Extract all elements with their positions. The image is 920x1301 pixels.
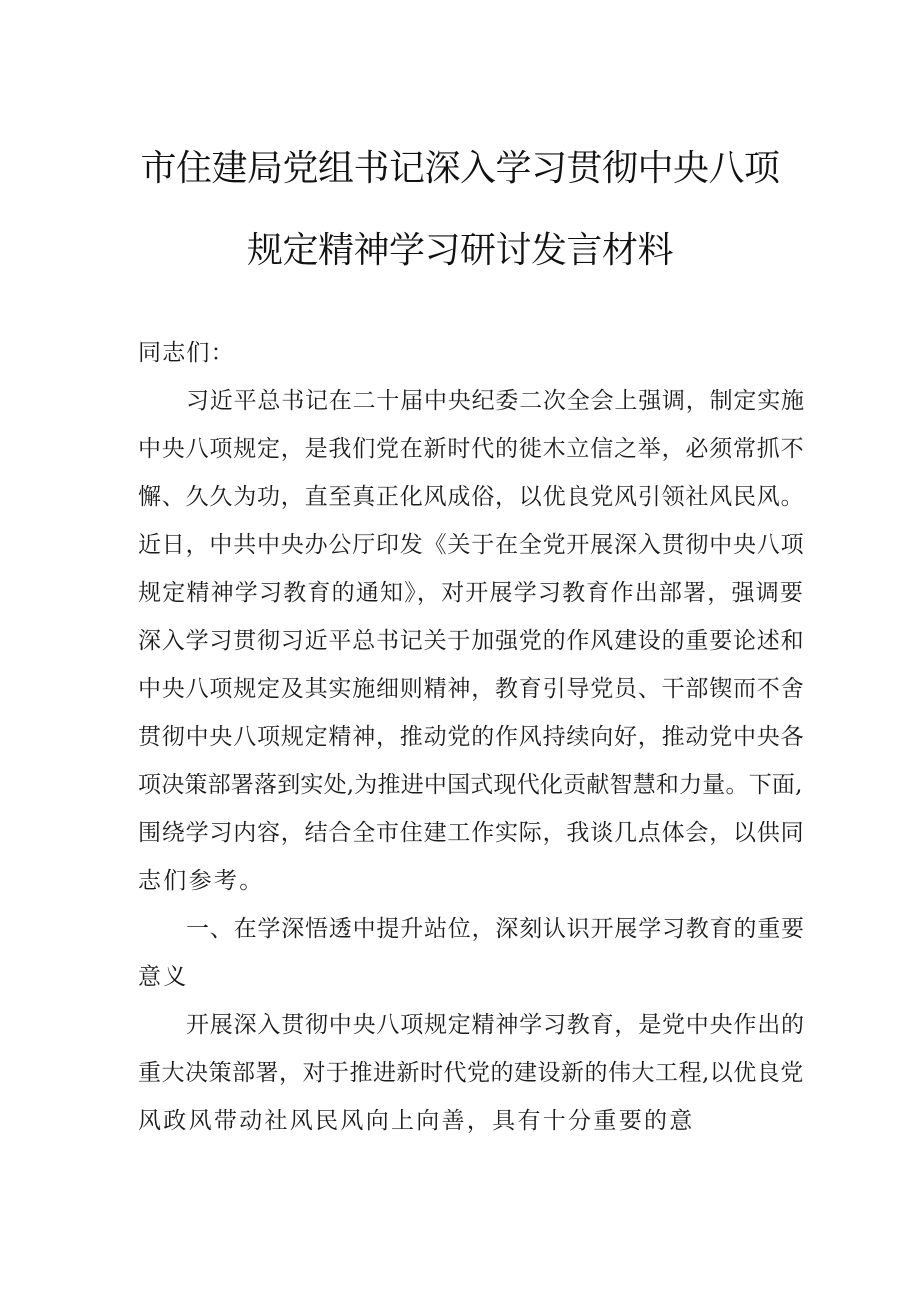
salutation: 同志们： [138,340,235,366]
section-heading-1-line-1: 一、在学深悟透中提升站位，深刻认识开展学习教育的重要 [186,916,805,942]
paragraph-1-line-8: 贯彻中央八项规定精神，推动党的作风持续向好，推动党中央各 [138,724,805,750]
paragraph-1-line-10: 围绕学习内容，结合全市住建工作实际，我谈几点体会，以供同 [138,820,805,846]
paragraph-1-line-3: 懈、久久为功，直至真正化风成俗，以优良党风引领社风民风。 [138,484,805,510]
paragraph-1-line-2: 中央八项规定，是我们党在新时代的徙木立信之举，必须常抓不 [138,436,805,462]
paragraph-3-line-3: 风政风带动社风民风向上向善，具有十分重要的意 [138,1108,695,1134]
paragraph-1-line-11: 志们参考。 [138,868,265,894]
paragraph-3-line-2: 重大决策部署，对于推进新时代党的建设新的伟大工程,以优良党 [138,1060,804,1086]
paragraph-1-line-7: 中央八项规定及其实施细则精神，教育引导党员、干部锲而不舍 [138,676,805,702]
paragraph-1-line-1: 习近平总书记在二十届中央纪委二次全会上强调，制定实施 [186,388,805,414]
paragraph-1-line-5: 规定精神学习教育的通知》，对开展学习教育作出部署，强调要 [138,580,805,606]
document-title-line-2: 规定精神学习研讨发言材料 [246,230,673,271]
document-title-line-1: 市住建局党组书记深入学习贯彻中央八项 [140,148,780,189]
paragraph-1-line-9: 项决策部署落到实处,为推进中国式现代化贡献智慧和力量。下面, [138,772,803,798]
paragraph-1-line-4: 近日，中共中央办公厅印发《关于在全党开展深入贯彻中央八项 [138,532,805,558]
paragraph-3-line-1: 开展深入贯彻中央八项规定精神学习教育，是党中央作出的 [186,1012,805,1038]
paragraph-1-line-6: 深入学习贯彻习近平总书记关于加强党的作风建设的重要论述和 [138,628,805,654]
section-heading-1-line-2: 意义 [138,964,189,990]
